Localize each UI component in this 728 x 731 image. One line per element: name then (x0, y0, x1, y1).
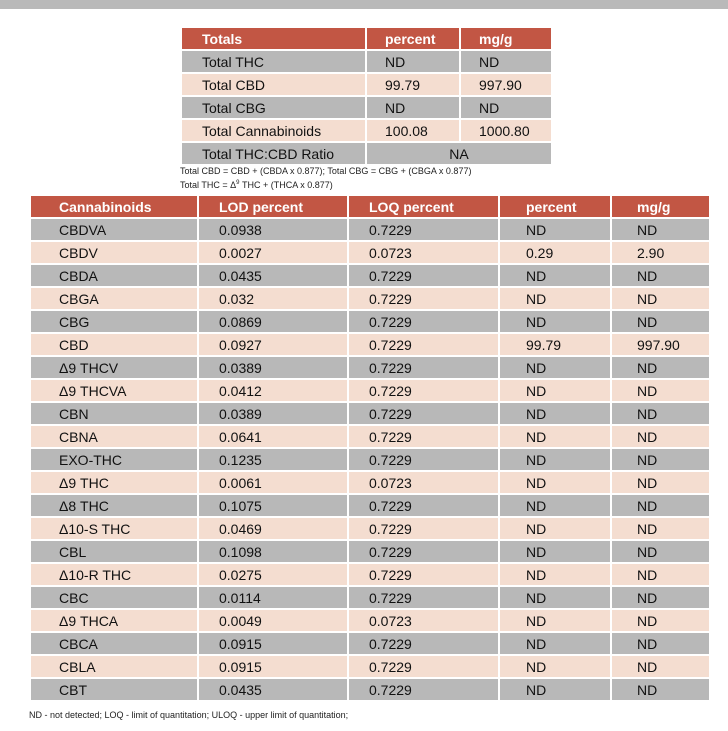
cannabinoid-row (31, 541, 709, 562)
cannabinoid-row (31, 679, 709, 700)
cannabinoid-row-cell: 0.0114 (199, 587, 347, 608)
totals-row-cell: 99.79 (367, 74, 459, 95)
totals-table (180, 26, 553, 166)
cannabinoid-row-cell: ND (612, 380, 709, 401)
cannabinoid-row-cell: ND (612, 403, 709, 424)
header-cannabinoids: Cannabinoids (31, 196, 197, 217)
cannabinoid-row-cell: ND (500, 541, 610, 562)
cannabinoid-row-cell: 0.7229 (349, 587, 498, 608)
cannabinoid-row (31, 288, 709, 309)
cannabinoid-row-cell: ND (612, 219, 709, 240)
cannabinoid-row-cell: 0.0049 (199, 610, 347, 631)
cannabinoid-row-cell: ND (612, 633, 709, 654)
cannabinoid-row (31, 633, 709, 654)
cannabinoid-row-cell: 0.032 (199, 288, 347, 309)
cannabinoid-row (31, 610, 709, 631)
cannabinoid-row-cell: ND (500, 380, 610, 401)
header-lod: LOD percent (199, 196, 347, 217)
totals-row-cell: 100.08 (367, 120, 459, 141)
cannabinoid-row-cell: ND (500, 472, 610, 493)
cannabinoid-row-cell: ND (612, 587, 709, 608)
footnote: ND - not detected; LOQ - limit of quantitation; ULOQ - upper limit of quantitation; (29, 710, 349, 720)
cannabinoid-row (31, 449, 709, 470)
totals-row-cell: 997.90 (461, 74, 551, 95)
cannabinoid-row-cell: ND (500, 564, 610, 585)
totals-row (182, 120, 551, 141)
cannabinoid-header-row (31, 196, 709, 217)
cannabinoid-row-cell: 0.7229 (349, 449, 498, 470)
cannabinoid-row-cell: 0.7229 (349, 518, 498, 539)
cannabinoid-row-cell: ND (612, 495, 709, 516)
cannabinoid-row-cell: CBGA (31, 288, 197, 309)
cannabinoid-row-cell: CBDVA (31, 219, 197, 240)
totals-header-percent: percent (367, 28, 459, 49)
cannabinoid-row-cell: ND (500, 610, 610, 631)
cannabinoid-row-cell: Δ9 THCV (31, 357, 197, 378)
cannabinoid-row-cell: CBG (31, 311, 197, 332)
totals-row-cell: ND (461, 97, 551, 118)
cannabinoid-row (31, 242, 709, 263)
totals-row (182, 51, 551, 72)
cannabinoid-row-cell: ND (500, 219, 610, 240)
cannabinoid-row-cell: ND (500, 587, 610, 608)
cannabinoid-row-cell: ND (612, 518, 709, 539)
cannabinoid-row-cell: ND (500, 656, 610, 677)
ratio-row (182, 143, 551, 164)
cannabinoid-row-cell: Δ9 THCA (31, 610, 197, 631)
cannabinoid-row-cell: 0.0027 (199, 242, 347, 263)
cannabinoid-row-cell: Δ9 THCVA (31, 380, 197, 401)
header-percent: percent (500, 196, 610, 217)
totals-row (182, 74, 551, 95)
totals-header-row (182, 28, 551, 49)
cannabinoid-row-cell: 0.7229 (349, 403, 498, 424)
cannabinoid-row-cell: 99.79 (500, 334, 610, 355)
cannabinoid-row-cell: CBN (31, 403, 197, 424)
cannabinoid-row-cell: Δ9 THC (31, 472, 197, 493)
totals-row (182, 97, 551, 118)
cannabinoid-row-cell: ND (500, 311, 610, 332)
cannabinoid-row-cell: 0.7229 (349, 679, 498, 700)
cannabinoid-row (31, 265, 709, 286)
cannabinoid-row-cell: ND (612, 656, 709, 677)
cannabinoid-row-cell: 0.0435 (199, 265, 347, 286)
cannabinoid-row (31, 219, 709, 240)
cannabinoid-row-cell: 0.0275 (199, 564, 347, 585)
cannabinoid-row-cell: Δ8 THC (31, 495, 197, 516)
cannabinoid-row-cell: 0.7229 (349, 311, 498, 332)
cannabinoid-row (31, 587, 709, 608)
cannabinoid-row (31, 311, 709, 332)
cannabinoid-row-cell: 0.7229 (349, 564, 498, 585)
cannabinoid-row (31, 518, 709, 539)
cannabinoid-row-cell: 0.0389 (199, 403, 347, 424)
cannabinoid-row-cell: 0.0435 (199, 679, 347, 700)
totals-row-cell: ND (461, 51, 551, 72)
cannabinoid-row-cell: 0.7229 (349, 495, 498, 516)
cannabinoid-row-cell: 0.7229 (349, 357, 498, 378)
cannabinoid-row-cell: EXO-THC (31, 449, 197, 470)
cannabinoid-row-cell: 0.7229 (349, 426, 498, 447)
totals-row-cell: Total CBG (182, 97, 365, 118)
cannabinoid-row-cell: ND (500, 449, 610, 470)
cannabinoid-row-cell: 0.0915 (199, 633, 347, 654)
cannabinoid-row (31, 357, 709, 378)
cannabinoid-row-cell: 0.0869 (199, 311, 347, 332)
cannabinoid-row-cell: 0.7229 (349, 334, 498, 355)
cannabinoid-row-cell: 0.0927 (199, 334, 347, 355)
cannabinoid-row-cell: ND (500, 403, 610, 424)
totals-row-cell: Total CBD (182, 74, 365, 95)
formula-note-2: Total THC = $\Delta^9$ THC + (THCA x 0.877) (180, 180, 333, 190)
totals-row-cell: 1000.80 (461, 120, 551, 141)
ratio-value: NA (367, 143, 551, 164)
cannabinoid-row (31, 656, 709, 677)
cannabinoid-row-cell: 0.0412 (199, 380, 347, 401)
cannabinoid-row-cell: CBL (31, 541, 197, 562)
cannabinoid-row-cell: ND (612, 311, 709, 332)
cannabinoid-row-cell: 0.1235 (199, 449, 347, 470)
totals-row-cell: Total Cannabinoids (182, 120, 365, 141)
cannabinoid-row-cell: CBC (31, 587, 197, 608)
cannabinoid-row (31, 334, 709, 355)
cannabinoid-row-cell: ND (612, 449, 709, 470)
cannabinoid-row-cell: 0.7229 (349, 265, 498, 286)
totals-header-mgg: mg/g (461, 28, 551, 49)
header-mgg: mg/g (612, 196, 709, 217)
cannabinoid-row-cell: 2.90 (612, 242, 709, 263)
cannabinoid-row (31, 426, 709, 447)
cannabinoid-row-cell: 0.7229 (349, 656, 498, 677)
totals-row-cell: Total THC (182, 51, 365, 72)
cannabinoid-row-cell: CBT (31, 679, 197, 700)
cannabinoid-row-cell: ND (612, 541, 709, 562)
cannabinoid-row (31, 380, 709, 401)
cannabinoid-row-cell: 0.7229 (349, 288, 498, 309)
formula-note-1: Total CBD = CBD + (CBDA x 0.877); Total CBG = CBG + (CBGA x 0.877) (180, 166, 472, 176)
cannabinoid-row (31, 403, 709, 424)
cannabinoid-row-cell: 0.29 (500, 242, 610, 263)
cannabinoid-row (31, 495, 709, 516)
cannabinoid-row-cell: Δ10-R THC (31, 564, 197, 585)
totals-row-cell: ND (367, 51, 459, 72)
cannabinoid-row-cell: ND (612, 610, 709, 631)
cannabinoid-row-cell: CBNA (31, 426, 197, 447)
totals-header-label: Totals (182, 28, 365, 49)
totals-row-cell: ND (367, 97, 459, 118)
cannabinoid-row-cell: 0.0389 (199, 357, 347, 378)
cannabinoid-row-cell: 0.0938 (199, 219, 347, 240)
ratio-label: Total THC:CBD Ratio (182, 143, 365, 164)
cannabinoid-row-cell: CBCA (31, 633, 197, 654)
cannabinoid-row-cell: ND (500, 633, 610, 654)
cannabinoid-row-cell: ND (612, 357, 709, 378)
cannabinoid-table (29, 194, 711, 702)
cannabinoid-row-cell: ND (612, 426, 709, 447)
cannabinoid-row-cell: 0.0723 (349, 472, 498, 493)
cannabinoid-row-cell: CBLA (31, 656, 197, 677)
cannabinoid-row-cell: 0.7229 (349, 541, 498, 562)
cannabinoid-row-cell: CBDA (31, 265, 197, 286)
cannabinoid-row-cell: ND (612, 564, 709, 585)
cannabinoid-row-cell: 0.0723 (349, 610, 498, 631)
cannabinoid-row-cell: 0.7229 (349, 219, 498, 240)
cannabinoid-row-cell: 0.7229 (349, 633, 498, 654)
cannabinoid-row-cell: ND (500, 518, 610, 539)
cannabinoid-row-cell: Δ10-S THC (31, 518, 197, 539)
cannabinoid-row-cell: 0.1075 (199, 495, 347, 516)
cannabinoid-row-cell: ND (500, 495, 610, 516)
cannabinoid-row-cell: 0.0723 (349, 242, 498, 263)
cannabinoid-row-cell: ND (500, 265, 610, 286)
cannabinoid-row-cell: 0.0061 (199, 472, 347, 493)
cannabinoid-row-cell: 0.0915 (199, 656, 347, 677)
cannabinoid-row-cell: ND (612, 679, 709, 700)
cannabinoid-row-cell: ND (500, 679, 610, 700)
cannabinoid-row-cell: 997.90 (612, 334, 709, 355)
top-divider-bar (0, 0, 728, 9)
cannabinoid-row-cell: CBDV (31, 242, 197, 263)
cannabinoid-row-cell: ND (500, 357, 610, 378)
cannabinoid-row-cell: ND (612, 288, 709, 309)
cannabinoid-row-cell: ND (500, 426, 610, 447)
cannabinoid-row-cell: 0.0469 (199, 518, 347, 539)
cannabinoid-row-cell: ND (612, 265, 709, 286)
header-loq: LOQ percent (349, 196, 498, 217)
cannabinoid-row-cell: 0.1098 (199, 541, 347, 562)
cannabinoid-row-cell: ND (500, 288, 610, 309)
cannabinoid-row-cell: 0.0641 (199, 426, 347, 447)
cannabinoid-row-cell: 0.7229 (349, 380, 498, 401)
cannabinoid-row-cell: ND (612, 472, 709, 493)
cannabinoid-row (31, 472, 709, 493)
cannabinoid-row (31, 564, 709, 585)
cannabinoid-row-cell: CBD (31, 334, 197, 355)
